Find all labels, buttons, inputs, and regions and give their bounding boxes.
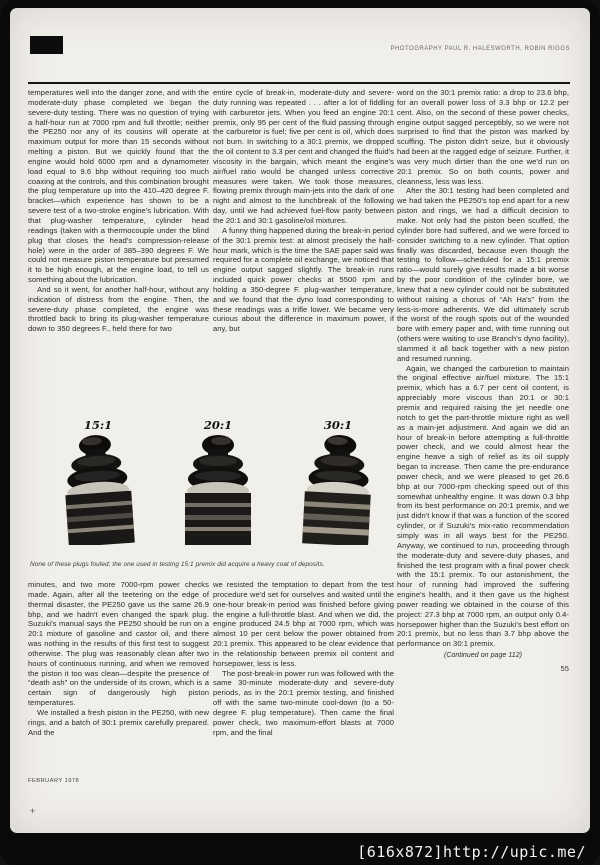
- sparkplug-photo-30-1: [286, 418, 390, 545]
- paragraph: temperatures well into the danger zone, and with the moderate-duty phase completed we began the severe-duty testing. There was no question of trying a half-hour run at 7000 rpm and full throttle; neither the PE250 nor any of its cousins will operate at maximum output for more than 15 seconds without melting a piston. But we quickly found that the engine would hold 6000 rpm and a dynamometer load equal to 9.6 bhp without requiring too much coaxing at the controls, and this combination brought the plug temperature up into the 410–420 degree F. bracket—which experience has shown to be a severe test of a two-stroke engine's lubrication. With that plug-washer temperature, cylinder head readings (taken with a thermocouple under the blind plug that closes the head's compression-release hole) were in the order of 385–390 degrees F. We could not measure piston temperature but presumed it to be high enough, at the engine load, to tell us something about the lubrication.: [28, 88, 209, 285]
- sparkplug-figure: [28, 418, 394, 558]
- paragraph: minutes, and two more 7000-rpm power checks made. Again, after all the teetering on the edge of thermal disaster, the PE250 gave us the same 26.9 bhp, and we hadn't even changed the spark plug. Suzuki's manual says the PE250 should be run on a 20:1 mixture of gasoline and castor oil, and there was nothing in the results of this first test to suggest otherwise. The plug was reasonably clean after two hours of continuous running, and when we removed the piston it too was clean—despite the presence of “death ash” on the underside of its crown, which is a certain sign of dangerously high piston temperatures.: [28, 580, 209, 708]
- top-rule: [28, 82, 570, 84]
- paragraph: entire cycle of break-in, moderate-duty and severe-duty running was repeated . . . after a lot of fiddling with carburetor jets. When you feed an engine 20:1 premix, only 95 per cent of the fluid passing through the carburetor is fuel; five per cent is oil, which does not burn. In switching to a 30:1 premix, we dropped the oil content to 3.3 per cent and changed the fluid's viscosity in the bargain, which meant the engine's air/fuel ratio would be changed unless corrective measures were taken. We took those measures, flowing premix through main-jets into the dark of one night and almost to the lunchbreak of the following day, until we had achieved fuel-flow parity between the 20:1 and 30:1 gasoline/oil mixtures.: [213, 88, 394, 225]
- paragraph: word on the 30:1 premix ratio: a drop to 23.6 bhp, for an overall power loss of 3.3 bhp or 12.2 per cent. Also, on the second of these power checks, engine output sagged perceptibly, so we were not surprised to find that the piston was marked by scuffing. The piston didn't seize, but it obviously had been at the ragged edge of seizure. Further, it was very much dirtier than the one we'd run on 20:1 premix. So on both counts, power and cleanness, less was less.: [397, 88, 569, 186]
- column-1-bottom: [28, 580, 209, 776]
- registration-mark: +: [30, 806, 36, 816]
- photography-credit: PHOTOGRAPHY PAUL R. HALESWORTH, ROBIN RIGGS: [390, 46, 570, 52]
- column-1-top: [28, 88, 209, 398]
- corner-tab: [30, 36, 63, 54]
- paragraph: After the 30:1 testing had been completed and we had taken the PE250's top end apart for a new piston and rings, we had a difficult decision to make. Not only had the piston been scuffed, the cylinder bore had suffered, and we were forced to consider switching to a new cylinder. That option finally was discarded, because even though the testing to follow—scheduled for a 15:1 premix ratio—would surely give results made a bit worse by the poor condition of the cylinder bore, we knew that a new cylinder could not be substituted without raising a chorus of “Ah Ha's” from the less-is-more adherents. We did ultimately scrub the worst of the rough spots out of the wounded bore with emery paper and, with time running out (others were waiting to use Branch's dyno facility), slammed it all back together with a new piston and resumed running.: [397, 186, 569, 363]
- paragraph: And so it went, for another half-hour, without any indication of distress from the engine. Then, the severe-duty phase completed, the engine was throttled back to bring its plug-washer temperature down to 350 degrees F., held there for two: [28, 284, 209, 334]
- figure-label: 20:1: [203, 418, 233, 432]
- issue-date: FEBRUARY 1978: [28, 778, 80, 784]
- page-number: 55: [560, 663, 569, 673]
- paragraph: We installed a fresh piston in the PE250, with new rings, and a batch of 30:1 premix carefully prepared. And the: [28, 707, 209, 737]
- sparkplug-image: [168, 433, 268, 545]
- sparkplug-image: [288, 433, 388, 545]
- sparkplug-photo-20-1: [166, 418, 270, 545]
- magazine-page: [10, 8, 590, 833]
- sparkplug-image: [48, 433, 148, 545]
- paragraph: we resisted the temptation to depart from the test procedure we'd set for ourselves and waited until the one-hour break-in period was finished before giving the engine a full-throttle blast. And when we did, the engine produced 24.5 bhp at 7000 rpm, which was almost 10 per cent below the power obtained from 20:1 premix. This appeared to be clear evidence that in the relationship between premix oil content and horsepower, less is less.: [213, 580, 394, 668]
- column-3: [397, 88, 569, 776]
- paragraph: Again, we changed the carburetion to maintain the original effective air/fuel mixture. The 15:1 premix, which has a 6.7 per cent oil content, is appreciably more viscous than 20:1 or 30:1 premix and required raising the jet needle one notch to get the part-throttle mixture right as well as a main-jet adjustment. And again we did an hour of break-in before attempting a full-throttle power check, and we could almost hear the engine heave a sigh of relief as its oil supply began to increase. Then came the pre-endurance power check, and we were pleased to get 26.6 bhp at our 7000-rpm checking speed out of this somewhat unhealthy engine. It was down 0.3 bhp from its best performance on 20:1 premix, and we just didn't know if that was a function of the scored cylinder, or if Suzuki's mix-ratio recommendation simply was in all ways best for the PE250. Anyway, we continued to run, proceeding through the moderate-duty and severe-duty phases, and finished the test program with a final power check with the 15:1 premix. To our astonishment, the hour of running had improved the suffering engine's health, and it then gave us the highest power reading we obtained in the course of this project: 27.3 bhp at 7000 rpm, an output only 0.4-horsepower higher than the Suzuki's best effort on 20:1 premix, but no less than 3.7 bhp above the performance on 30:1 premix.: [397, 363, 569, 649]
- paragraph: The post-break-in power run was followed with the same 30-minute moderate-duty and severe-duty periods, as in the 20:1 premix testing, and finished off with the same two-minute cool-down (to a 50-degree F. plug temperature). Then came the final power check, two maximum-effort blasts at 7000 rpm, and the final: [213, 668, 394, 737]
- figure-caption: None of these plugs fouled; the one used in testing 15:1 premix did acquire a heavy coat of deposits.: [30, 561, 325, 568]
- figure-label: 30:1: [323, 418, 353, 432]
- column-2-bottom: [213, 580, 394, 776]
- paragraph: A funny thing happened during the break-in period of the 30:1 premix test: at almost precisely the half-hour mark, which is the time the SAE paper said was required for a complete oil exchange, we noticed that engine output sagged slightly. The break-in runs included quick power checks at 5500 rpm and holding a 350-degree F. plug-washer temperature, and we found that the dyno load corresponding to these readings was a trifle lower. We became very curious about the difference in maximum power, if any, but: [213, 225, 394, 334]
- continued-note: (Continued on page 112): [443, 652, 523, 660]
- figure-label: 15:1: [83, 418, 113, 432]
- column-2-top: [213, 88, 394, 398]
- sparkplug-photo-15-1: [46, 418, 150, 545]
- watermark-text: [616x872]http://upic.me/: [357, 843, 586, 861]
